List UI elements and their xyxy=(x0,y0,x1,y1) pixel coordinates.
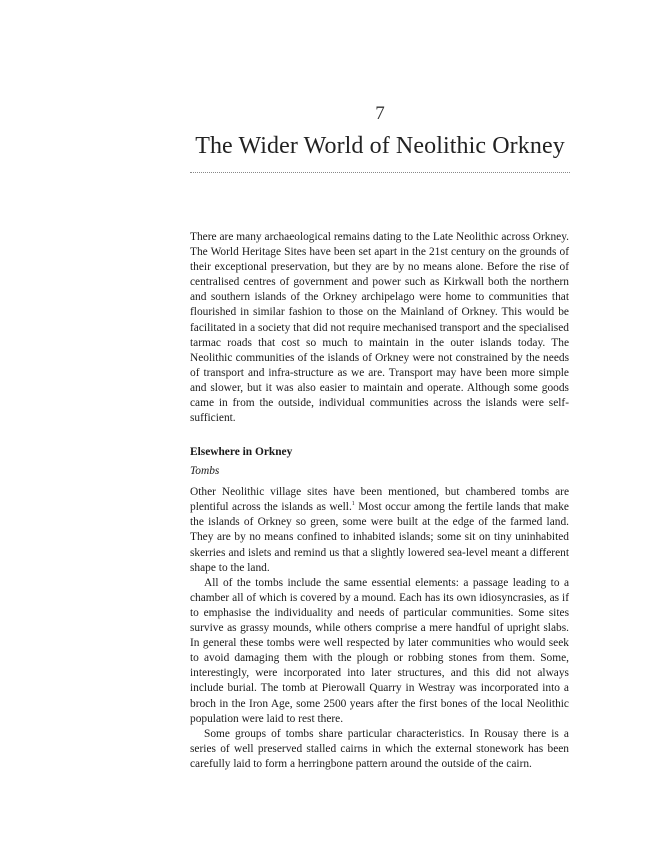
body-paragraph xyxy=(190,485,569,576)
title-divider xyxy=(190,172,570,173)
intro-paragraph: There are many archaeological remains dating to the Late Neolithic across Orkney. The World Heritage Sites have been set apart in the 21st century on the grounds of their exceptional preservation, but they are by no means alone. Before the rise of centralised centres of government and power such as Kirkwall both the northern and southern islands of the Orkney archipelago were home to communities that flourished in similar fashion to those on the Mainland of Orkney. This would be facilitated in a society that did not require mechanised transport and the specialised tarmac roads that cost so much to maintain in the outer islands today. The Neolithic communities of the islands of Orkney were not constrained by the needs of transport and infra-structure as we are. Transport may have been more simple and slower, but it was also easier to maintain and operate. Although some goods came in from the outside, individual communities across the islands were self-sufficient. xyxy=(190,231,569,425)
chapter-number: 7 xyxy=(375,103,385,124)
paragraph-text: Other Neolithic village sites have been mentioned, but chambered tombs are plentiful across the islands as well. xyxy=(190,486,569,514)
footnote-marker[interactable]: 1 xyxy=(351,501,355,508)
paragraph-text: Most occur among the fertile lands that make the islands of Orkney so green, some were built at the edge of the farmed land. They are by no means confined to inhabited islands; some sit on tiny uninhabited skerries and islets and remind us that a slightly lowered sea-level meant a different shape to the land. xyxy=(190,501,569,574)
subsection-heading: Tombs xyxy=(190,465,220,478)
body-paragraph: Some groups of tombs share particular characteristics. In Rousay there is a series of well preserved stalled cairns in which the external stonework has been carefully laid to form a herringbone pattern around the outside of the cairn. xyxy=(190,727,569,770)
section-elsewhere-in-orkney xyxy=(190,445,569,772)
intro-text xyxy=(190,230,569,426)
chapter-title: The Wider World of Neolithic Orkney xyxy=(195,133,565,159)
section-heading: Elsewhere in Orkney xyxy=(190,446,293,458)
body-paragraph: All of the tombs include the same essential elements: a passage leading to a chamber all of which is covered by a mound. Each has its own idiosyncrasies, as if to emphasise the individuality and needs of particular communities. Some sites survive as grassy mounds, while others comprise a mere handful of upright slabs. In general these tombs were well respected by later communities who would seek to avoid damaging them with the plough or robbing stones from them. Some, interestingly, were incorporated into later structures, and this did not always include burial. The tomb at Pierowall Quarry in Westray was incorporated into a broch in the Iron Age, some 2500 years after the first bones of the local Neolithic population were laid to rest there. xyxy=(190,576,569,725)
